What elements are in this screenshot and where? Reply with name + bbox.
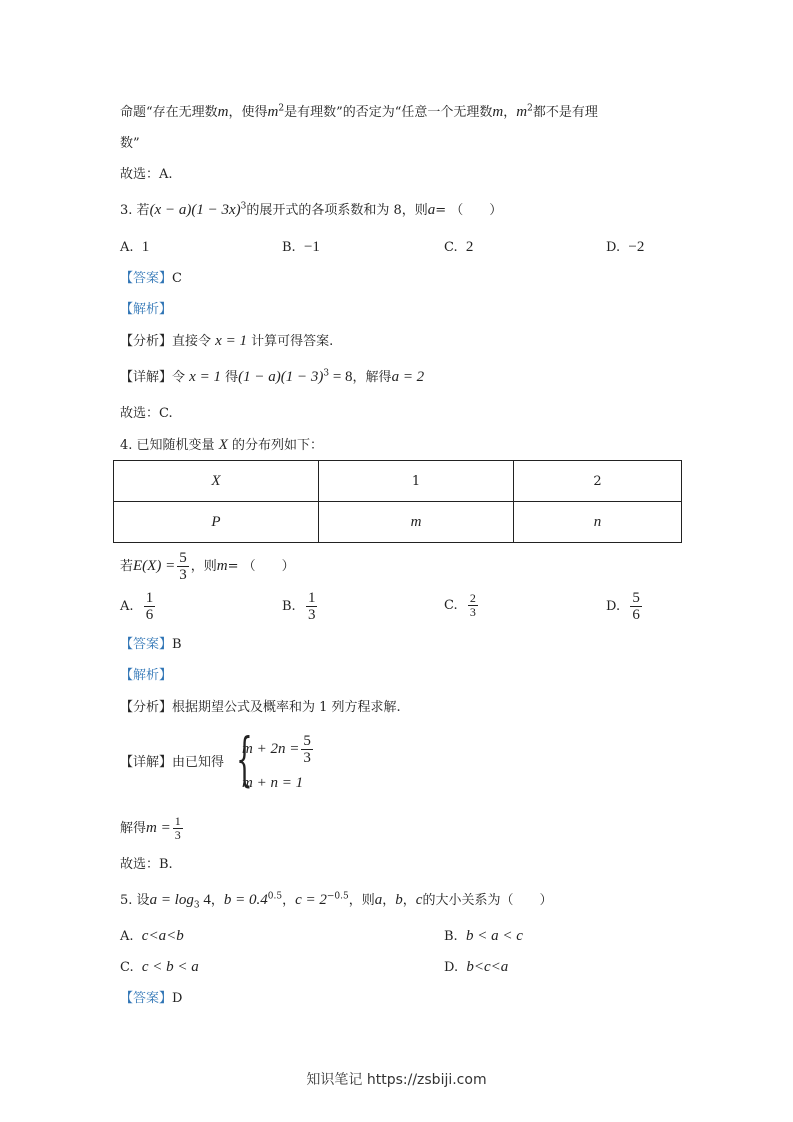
stem-text: 若: [136, 203, 150, 218]
math-m2: m: [516, 104, 528, 120]
q3-choose: 故选：C.: [120, 406, 173, 421]
q4-fenxi: 【分析】根据期望公式及概率和为 1 列方程求解.: [120, 700, 401, 715]
q4-option-d: D. $\frac{5}{6}$: [606, 590, 640, 623]
intro-text: ，使得: [228, 105, 268, 120]
equation-2: m + n = 1: [242, 775, 304, 791]
q5-stem: 5. 设$a = \log_3 4$，$b = 0.4^{0.5}$，$c = 2^{-0.5}$，则a，b，c的大小关系为（ ）: [120, 891, 553, 911]
question-number: 3.: [120, 203, 133, 218]
q3-option-a: A. 1: [120, 239, 150, 255]
q4-condition: 若E(X) = $\frac{5}{3}$ ，则m= （ ）: [120, 550, 295, 583]
q5-option-c: C. c < b < a: [120, 959, 199, 975]
math-expression: (x − a)(1 − 3x): [149, 202, 241, 218]
q5-answer: 【答案】D: [120, 991, 183, 1006]
intro-line-2: 数”: [120, 136, 140, 151]
math-m: m: [492, 104, 504, 120]
q4-solve: 解得m = $\frac{1}{3}$: [120, 814, 181, 842]
table-cell: P: [114, 502, 319, 543]
answer-value: C: [172, 271, 182, 286]
table-cell: 1: [319, 461, 514, 502]
q4-answer: 【答案】B: [120, 637, 182, 652]
q3-stem: [120, 201, 502, 220]
table-cell: X: [114, 461, 319, 502]
table-row: [114, 461, 682, 502]
math-var: a: [427, 202, 436, 218]
stem-text: = （ ）: [435, 203, 503, 218]
table-cell: n: [514, 502, 682, 543]
math-m: m: [217, 104, 229, 120]
q3-option-d: D. −2: [606, 239, 645, 255]
q4-jiexi-tag: 【解析】: [120, 668, 173, 683]
intro-text: ，: [503, 105, 517, 120]
q4-option-b: B. $\frac{1}{3}$: [282, 590, 316, 623]
intro-text: 是有理数”的否定为“任意一个无理数: [284, 105, 493, 120]
intro-text: 命题“存在无理数: [120, 105, 218, 120]
intro-text: 都不是有理: [532, 105, 598, 120]
q5-option-d: D. b<c<a: [444, 959, 509, 975]
table-cell: m: [319, 502, 514, 543]
q3-fenxi: 【分析】直接令 x = 1 计算可得答案.: [120, 333, 334, 349]
q4-xiangjie: 【详解】由已知得: [120, 755, 225, 770]
footer-watermark: 知识笔记 https://zsbiji.com: [306, 1072, 487, 1088]
q4-option-a: A. $\frac{1}{6}$: [120, 590, 154, 623]
table-row: [114, 502, 682, 543]
brace-icon: {: [236, 725, 253, 793]
q4-stem: 4. 已知随机变量 X 的分布列如下：: [120, 437, 324, 453]
q4-option-c: C. $\frac{2}{3}$: [444, 591, 476, 619]
equation-1: m + 2n = $\frac{5}{3}$: [242, 733, 311, 766]
table-cell: 2: [514, 461, 682, 502]
q3-xiangjie: 【详解】令 x = 1 得$(1 - a)(1 - 3)^3 = 8$，解得a = 2: [120, 368, 425, 385]
intro-choose: 故选：A.: [120, 167, 173, 182]
q3-option-c: C. 2: [444, 239, 474, 255]
q3-answer: [120, 270, 182, 288]
math-m2: m: [267, 104, 279, 120]
q4-choose: 故选：B.: [120, 857, 173, 872]
exponent: 3: [240, 201, 247, 212]
q3-option-b: B. −1: [282, 239, 320, 255]
intro-line-1: 命题“存在无理数m，使得$m^2$是有理数”的否定为“任意一个无理数m，$m^2$都不是有理: [120, 103, 598, 120]
distribution-table: [113, 460, 682, 543]
answer-tag: 【答案】: [120, 271, 173, 286]
q5-option-b: B. b < a < c: [444, 928, 523, 944]
q3-jiexi-tag: 【解析】: [120, 302, 173, 317]
stem-text: 的展开式的各项系数和为 8，则: [246, 203, 428, 218]
q5-option-a: A. c<a<b: [120, 928, 184, 944]
